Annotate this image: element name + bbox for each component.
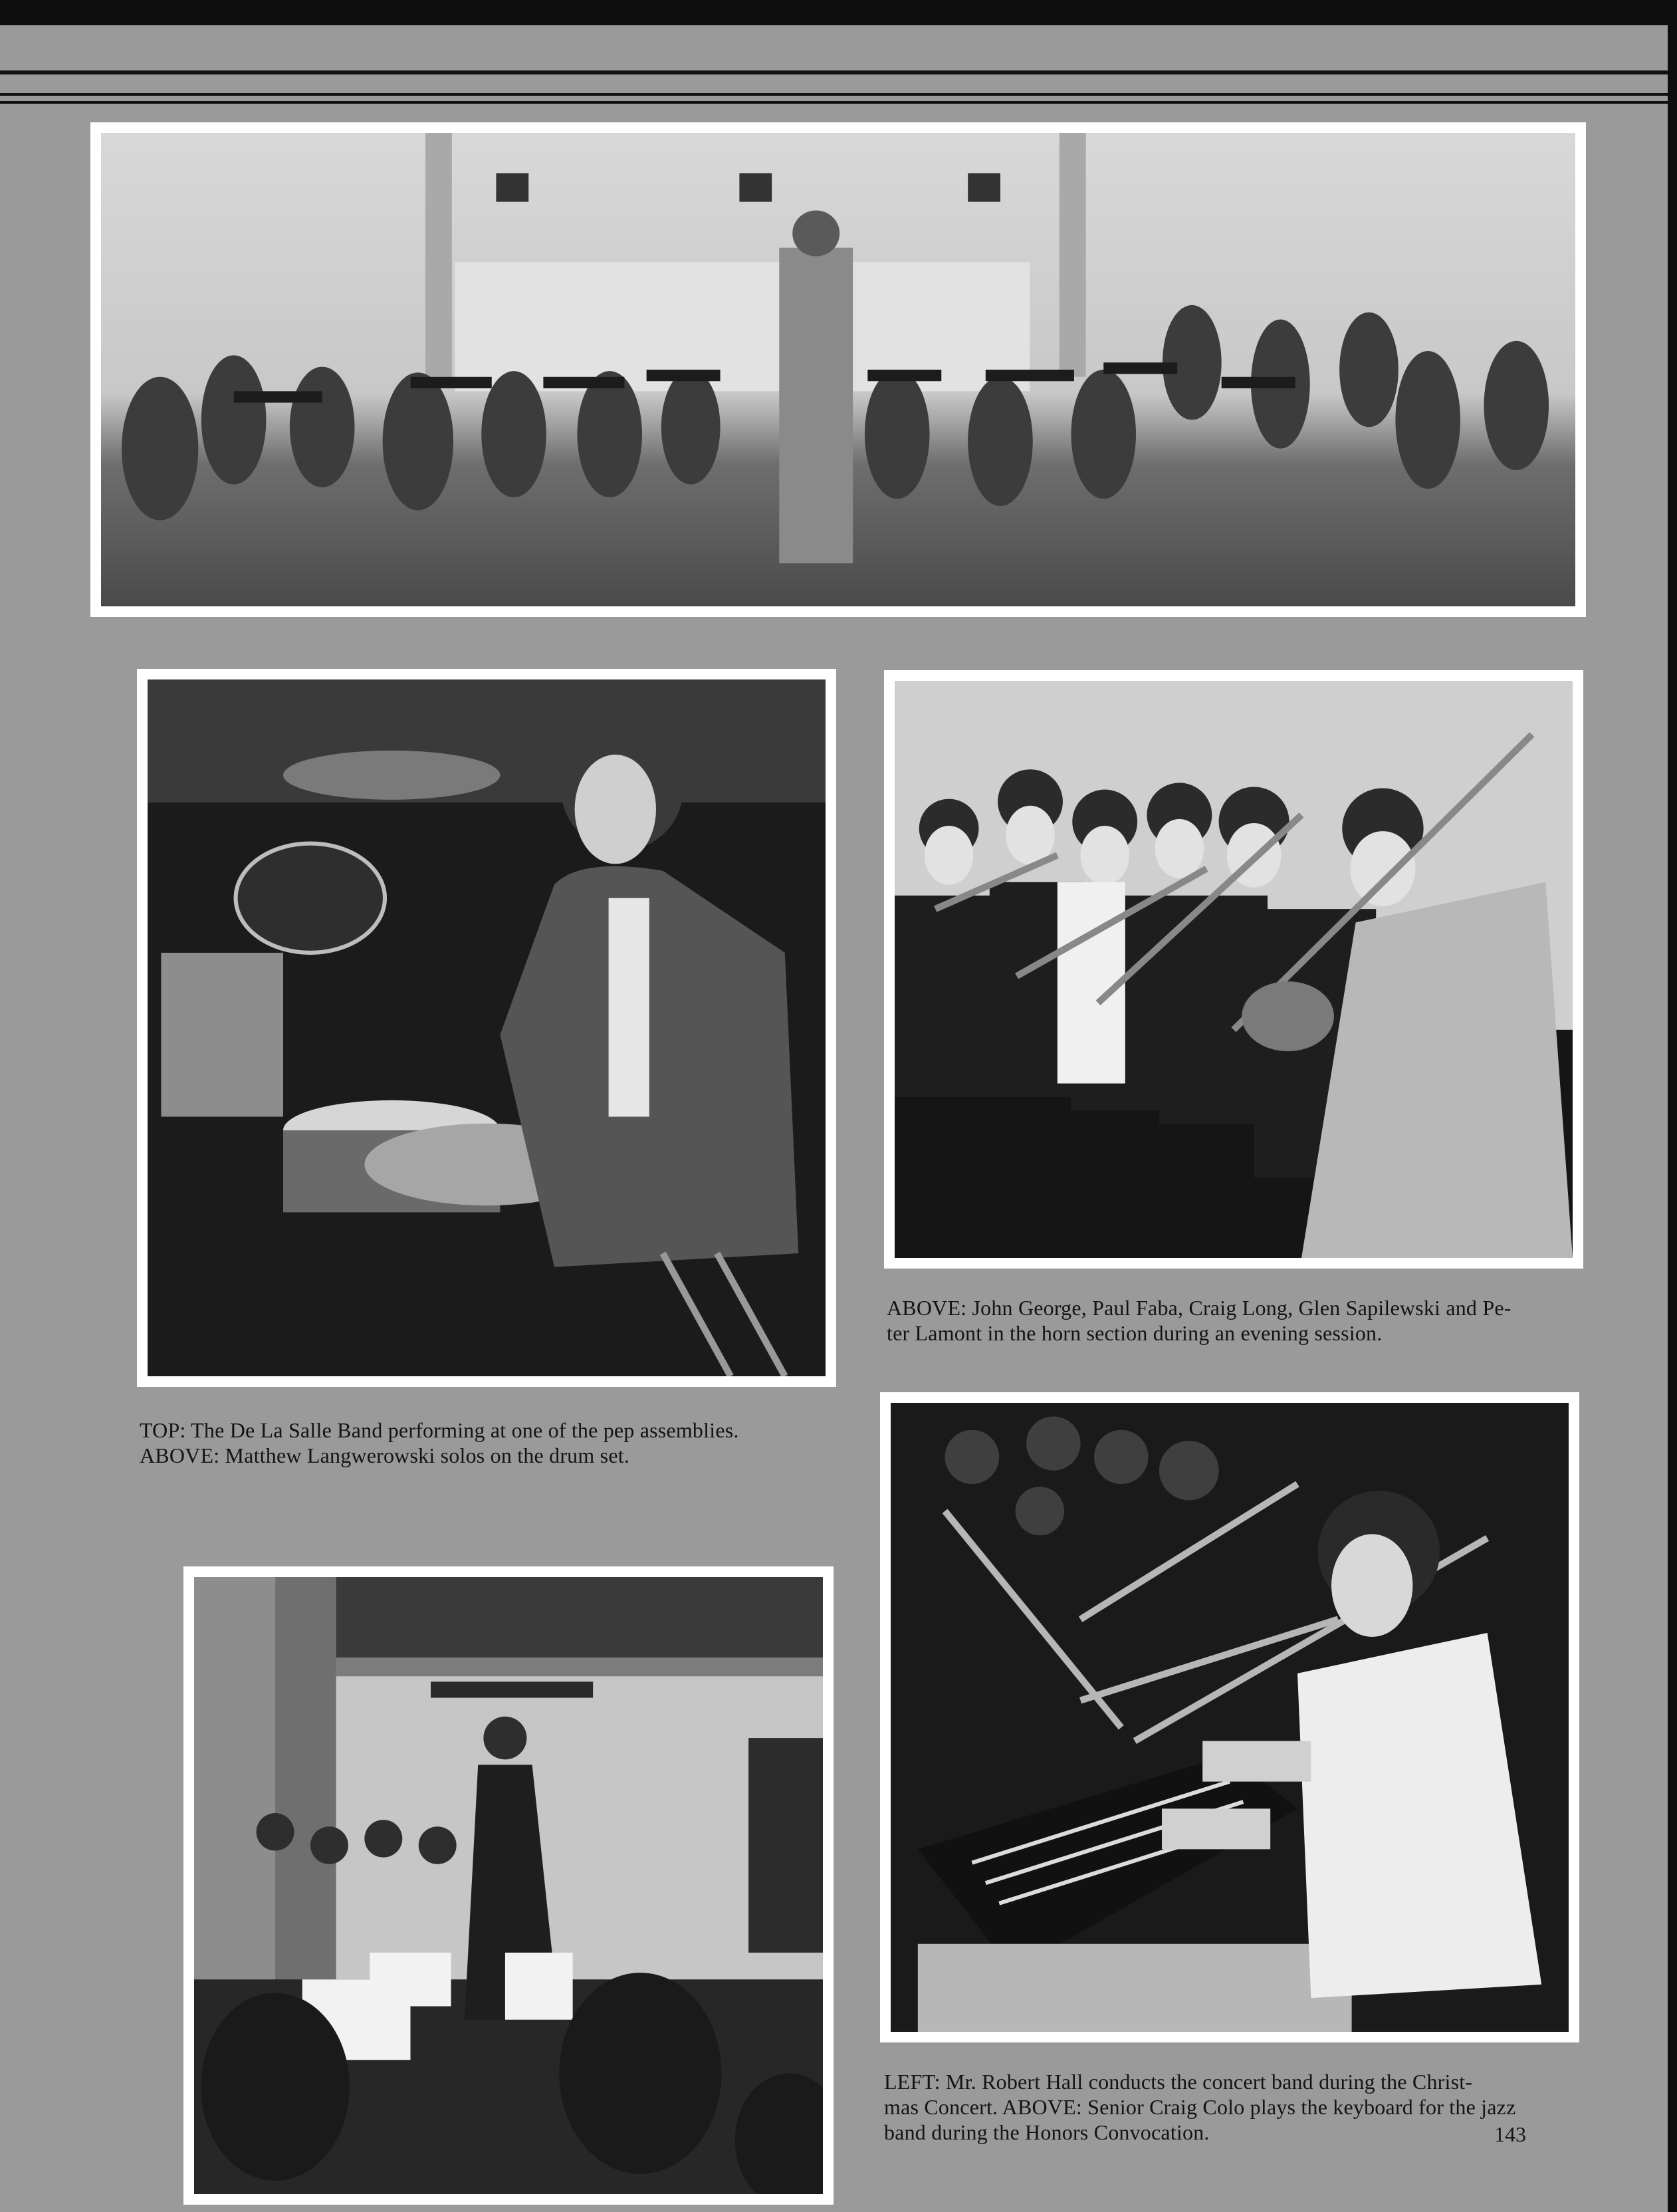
- photo-keyboard-player-image: [891, 1403, 1569, 2032]
- caption-band-line-1: TOP: The De La Salle Band performing at one of the pep assemblies.: [140, 1418, 739, 1442]
- caption-conductor-line-2: mas Concert. ABOVE: Senior Craig Colo plays the keyboard for the jazz: [884, 2095, 1516, 2119]
- photo-drummer-solo: [137, 669, 836, 1387]
- caption-band-line-2: ABOVE: Matthew Langwerowski solos on the drum set.: [140, 1443, 630, 1467]
- photo-horn-section: [884, 670, 1583, 1269]
- photo-horn-section-image: [895, 681, 1573, 1258]
- photo-conductor-concert: [183, 1566, 834, 2205]
- photo-band-performing-image: [101, 133, 1575, 606]
- caption-horn-section-line-2: ter Lamont in the horn section during an evening session.: [887, 1321, 1383, 1345]
- caption-conductor-line-3: band during the Honors Convocation.: [884, 2120, 1210, 2144]
- top-black-bar: [0, 0, 1677, 25]
- caption-horn-section: [887, 1295, 1585, 1346]
- caption-conductor-and-keyboard: [884, 2069, 1589, 2145]
- photo-conductor-concert-image: [194, 1577, 823, 2194]
- header-rule-2: [0, 101, 1668, 104]
- right-page-edge: [1668, 0, 1677, 2212]
- photo-drummer-solo-image: [148, 679, 826, 1376]
- header-rule-thick: [0, 70, 1668, 74]
- header-rule-1: [0, 93, 1668, 96]
- caption-band-and-drummer: [140, 1417, 838, 1468]
- page-number: 143: [1494, 2122, 1526, 2146]
- caption-horn-section-line-1: ABOVE: John George, Paul Faba, Craig Long, Glen Sapilewski and Pe-: [887, 1296, 1511, 1320]
- photo-band-performing: [90, 122, 1586, 617]
- caption-conductor-line-1: LEFT: Mr. Robert Hall conducts the concert band during the Christ-: [884, 2070, 1473, 2094]
- photo-keyboard-player: [880, 1392, 1579, 2042]
